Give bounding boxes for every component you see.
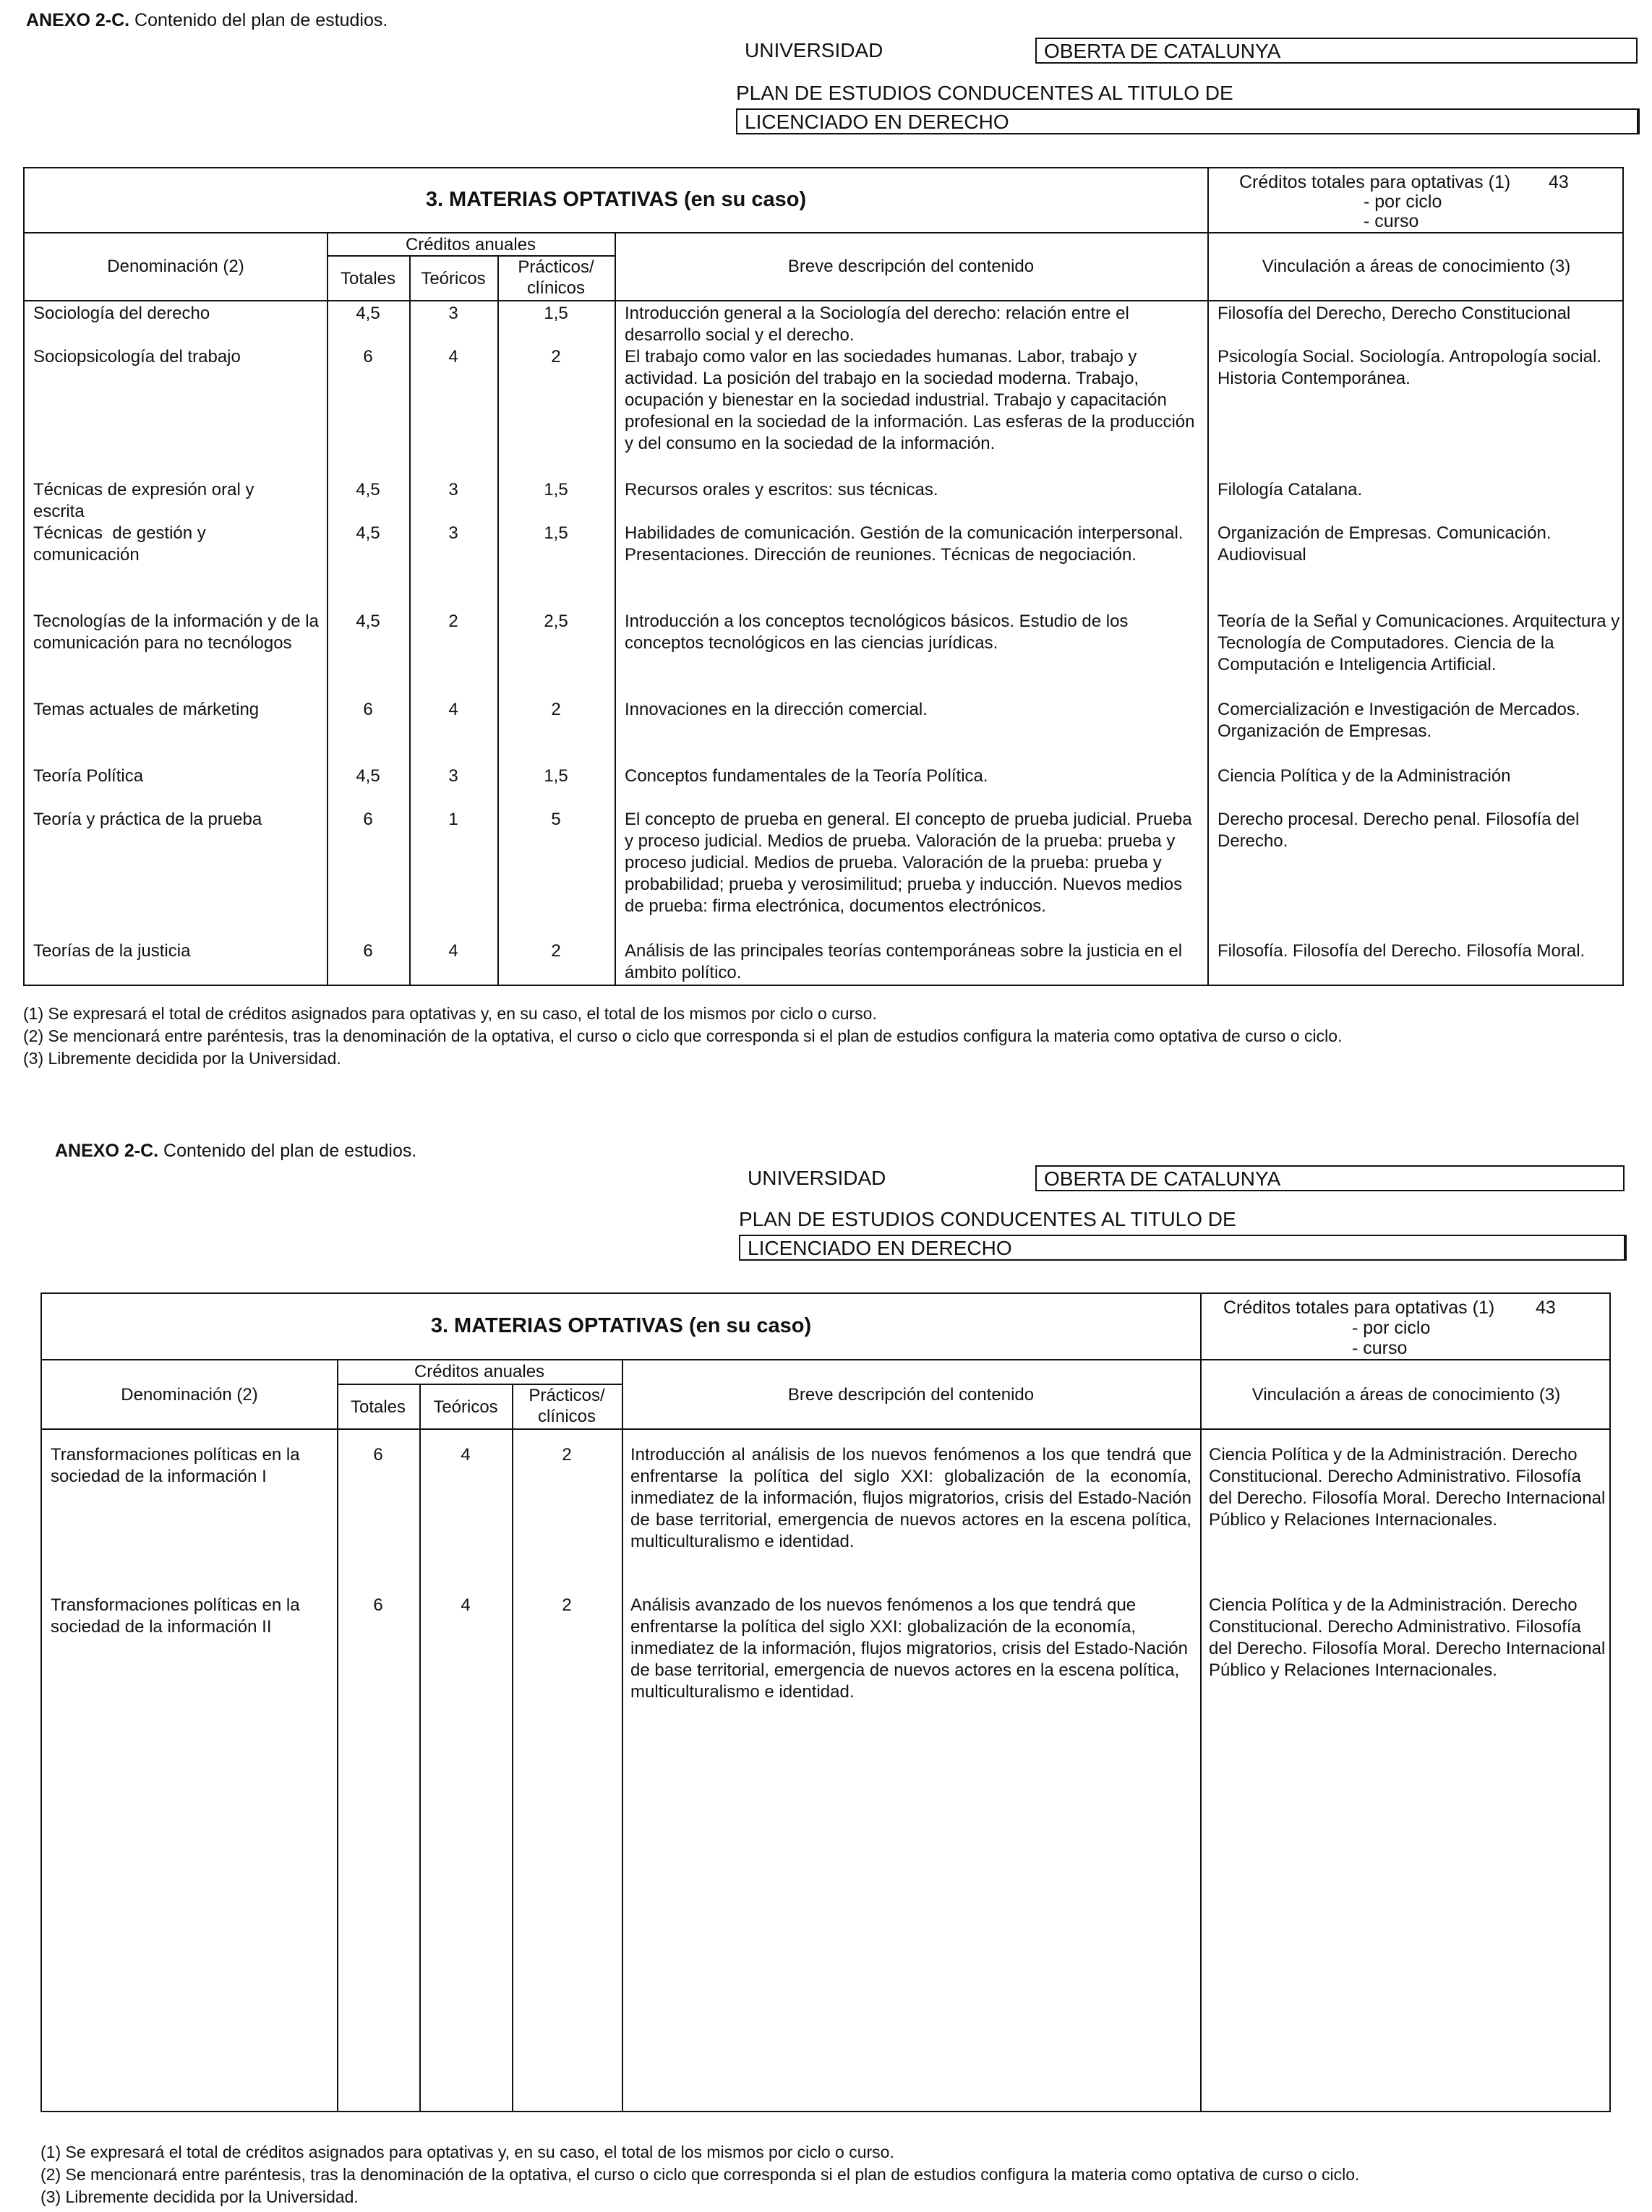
- footnotes-1: [23, 1003, 1342, 1070]
- degree-field: LICENCIADO EN DERECHO: [736, 108, 1640, 134]
- annex-heading: [55, 1141, 416, 1162]
- row-theory: 3: [448, 523, 458, 543]
- total-credits-label: Créditos totales para optativas (1): [1239, 172, 1511, 192]
- column-credits-group: Créditos anuales: [414, 1362, 545, 1381]
- row-name: Sociopsicología del trabajo: [33, 347, 241, 366]
- footnote-3: (3) Libremente decidida por la Universidad.: [40, 2187, 359, 2206]
- university-field: OBERTA DE CATALUNYA: [1035, 38, 1638, 64]
- row-areas: Psicología Social. Sociología. Antropología social. Historia Contemporánea.: [1217, 347, 1601, 388]
- row-total: 6: [373, 1595, 383, 1615]
- row-practice: 1,5: [544, 523, 568, 543]
- column-name: Denominación (2): [107, 257, 244, 276]
- row-description: Introducción general a la Sociología del derecho: relación entre el desarrollo social y el derecho.: [625, 304, 1129, 345]
- column-name: Denominación (2): [121, 1385, 258, 1405]
- row-total: 4,5: [356, 480, 380, 500]
- row-description: El concepto de prueba en general. El concepto de prueba judicial. Prueba y proceso judicial. Medios de prueba. Valoración de la prueba: prueba y proceso judicial. Medios de prueba. Valoración de la prueba: prueba y probabilidad; prueba y verosimilitud; prueba y inducción. Nuevos medios de prueba: firma electrónica, documentos electrónicos.: [625, 810, 1192, 916]
- row-areas: Filología Catalana.: [1217, 480, 1363, 500]
- per-cycle-label: - por ciclo: [1352, 1318, 1431, 1338]
- footnote-2: (2) Se mencionará entre paréntesis, tras la denominación de la optativa, el curso o ciclo que corresponda si el plan de estudios configura la materia como optativa de curso o ciclo.: [40, 2165, 1360, 2184]
- row-total: 4,5: [356, 766, 380, 786]
- total-credits-value: 43: [1549, 172, 1569, 192]
- total-credits-value: 43: [1536, 1298, 1556, 1318]
- column-practice-line2: clínicos: [537, 1407, 596, 1426]
- column-practice-line1: Prácticos/: [528, 1386, 605, 1405]
- row-practice: 2,5: [544, 612, 568, 631]
- row-areas: Comercialización e Investigación de Mercados. Organización de Empresas.: [1217, 700, 1580, 741]
- degree-field: LICENCIADO EN DERECHO: [739, 1235, 1627, 1261]
- row-theory: 1: [448, 810, 458, 829]
- plan-label: PLAN DE ESTUDIOS CONDUCENTES AL TITULO DE: [736, 82, 1233, 104]
- row-practice: 2: [562, 1445, 572, 1465]
- row-description: Análisis de las principales teorías contemporáneas sobre la justicia en el ámbito político.: [625, 941, 1183, 982]
- row-practice: 5: [551, 810, 561, 829]
- row-total: 4,5: [356, 523, 380, 543]
- row-name: Tecnologías de la información y de la comunicación para no tecnólogos: [33, 612, 319, 653]
- row-practice: 2: [562, 1595, 572, 1615]
- row-description: Análisis avanzado de los nuevos fenómenos a los que tendrá que enfrentarse la política del siglo XXI: globalización de la economía, inmediatez de la información, flujos migratorios, crisis del Estado-Nación de base territorial, emergencia de nuevos actores en la escena política, multiculturalismo e identidad.: [630, 1595, 1188, 1702]
- university-label: UNIVERSIDAD: [745, 39, 883, 61]
- row-description: Innovaciones en la dirección comercial.: [625, 700, 928, 719]
- row-theory: 4: [461, 1445, 471, 1465]
- row-description: Introducción al análisis de los nuevos fenómenos a los que tendrá que enfrentarse la política del siglo XXI: globalización de la economía, inmediatez de la información, flujos migratorios, crisis del Estado-Nación de base territorial, emergencia de nuevos actores en la escena política, multiculturalismo e identidad.: [630, 1445, 1191, 1551]
- column-practice-line2: clínicos: [526, 278, 586, 298]
- row-name: Sociología del derecho: [33, 304, 210, 323]
- row-theory: 3: [448, 766, 458, 786]
- row-description: Conceptos fundamentales de la Teoría Política.: [625, 766, 988, 786]
- annex-heading-text: Contenido del plan de estudios.: [134, 10, 388, 30]
- row-areas: Ciencia Política y de la Administración. Derecho Constitucional. Derecho Administrativo. Filosofía del Derecho. Filosofía Moral. Derecho Internacional Público y Relaciones Internacionales.: [1209, 1595, 1606, 1680]
- plan-label: PLAN DE ESTUDIOS CONDUCENTES AL TITULO DE: [739, 1208, 1236, 1230]
- row-total: 6: [363, 700, 373, 719]
- row-practice: 2: [551, 700, 561, 719]
- row-areas: Organización de Empresas. Comunicación. Audiovisual: [1217, 523, 1552, 565]
- university-label: UNIVERSIDAD: [748, 1167, 886, 1189]
- row-total: 6: [363, 810, 373, 829]
- table-title: 3. MATERIAS OPTATIVAS (en su caso): [425, 188, 807, 211]
- column-description: Breve descripción del contenido: [787, 257, 1035, 276]
- row-theory: 4: [461, 1595, 471, 1615]
- row-name: Teoría y práctica de la prueba: [33, 810, 262, 829]
- column-theory: Teóricos: [421, 269, 486, 288]
- row-practice: 1,5: [544, 304, 568, 323]
- row-areas: Filosofía del Derecho, Derecho Constitucional: [1217, 304, 1571, 323]
- row-total: 4,5: [356, 612, 380, 631]
- footnote-1: (1) Se expresará el total de créditos asignados para optativas y, en su caso, el total de los mismos por ciclo o curso.: [40, 2143, 894, 2161]
- row-total: 6: [373, 1445, 383, 1465]
- annex-heading: [26, 10, 388, 31]
- row-theory: 4: [448, 941, 458, 961]
- footnote-2: (2) Se mencionará entre paréntesis, tras la denominación de la optativa, el curso o ciclo que corresponda si el plan de estudios configura la materia como optativa de curso o ciclo.: [23, 1026, 1343, 1045]
- annex-heading-bold: ANEXO 2-C.: [55, 1141, 159, 1161]
- row-practice: 1,5: [544, 480, 568, 500]
- row-name: Transformaciones políticas en la sociedad de la información I: [51, 1445, 300, 1486]
- row-total: 6: [363, 941, 373, 961]
- column-description: Breve descripción del contenido: [787, 1385, 1035, 1405]
- row-name: Técnicas de expresión oral y escrita: [33, 480, 254, 521]
- row-theory: 2: [448, 612, 458, 631]
- row-theory: 4: [448, 347, 458, 366]
- column-total: Totales: [350, 1397, 406, 1417]
- row-name: Técnicas de gestión y comunicación: [33, 523, 211, 565]
- row-total: 4,5: [356, 304, 380, 323]
- annex-heading-bold: ANEXO 2-C.: [26, 10, 130, 30]
- row-name: Temas actuales de márketing: [33, 700, 260, 719]
- row-name: Transformaciones políticas en la sociedad de la información II: [51, 1595, 300, 1637]
- row-areas: Derecho procesal. Derecho penal. Filosofía del Derecho.: [1217, 810, 1580, 851]
- total-credits-label: Créditos totales para optativas (1): [1223, 1298, 1495, 1318]
- per-course-label: - curso: [1364, 211, 1419, 231]
- row-theory: 4: [448, 700, 458, 719]
- row-areas: Ciencia Política y de la Administración: [1217, 766, 1511, 786]
- row-description: Introducción a los conceptos tecnológicos básicos. Estudio de los conceptos tecnológicos en las ciencias jurídicas.: [625, 612, 1129, 653]
- row-description: Habilidades de comunicación. Gestión de la comunicación interpersonal. Presentaciones. Dirección de reuniones. Técnicas de negociación.: [625, 523, 1184, 565]
- university-field: OBERTA DE CATALUNYA: [1035, 1165, 1625, 1191]
- per-cycle-label: - por ciclo: [1364, 192, 1442, 212]
- column-theory: Teóricos: [433, 1397, 498, 1417]
- table-title: 3. MATERIAS OPTATIVAS (en su caso): [430, 1314, 812, 1337]
- footnotes-2: [40, 2141, 1359, 2208]
- column-practice: [497, 257, 615, 299]
- column-credits-group: Créditos anuales: [405, 235, 536, 254]
- row-description: El trabajo como valor en las sociedades humanas. Labor, trabajo y actividad. La posición del trabajo en la sociedad moderna. Trabajo, ocupación y bienestar en la sociedad industrial. Trabajo y capacitación profesional en la sociedad de la información. Las esferas de la producción y del consumo en la sociedad de la información.: [625, 347, 1195, 453]
- optional-subjects-table-1: [23, 167, 1624, 986]
- row-description: Recursos orales y escritos: sus técnicas.: [625, 480, 938, 500]
- row-name: Teoría Política: [33, 766, 144, 786]
- row-total: 6: [363, 347, 373, 366]
- column-practice-line1: Prácticos/: [518, 257, 594, 277]
- column-areas: Vinculación a áreas de conocimiento (3): [1251, 1385, 1561, 1405]
- row-practice: 2: [551, 347, 561, 366]
- row-areas: Ciencia Política y de la Administración. Derecho Constitucional. Derecho Administrativo. Filosofía del Derecho. Filosofía Moral. Derecho Internacional Público y Relaciones Internacionales.: [1209, 1445, 1606, 1530]
- per-course-label: - curso: [1352, 1338, 1408, 1358]
- row-theory: 3: [448, 480, 458, 500]
- footnote-3: (3) Libremente decidida por la Universidad.: [23, 1049, 341, 1068]
- row-practice: 1,5: [544, 766, 568, 786]
- row-name: Teorías de la justicia: [33, 941, 191, 961]
- annex-heading-text: Contenido del plan de estudios.: [163, 1141, 417, 1161]
- row-areas: Teoría de la Señal y Comunicaciones. Arquitectura y Tecnología de Computadores. Ciencia de la Computación e Inteligencia Artificial.: [1217, 612, 1620, 674]
- column-total: Totales: [340, 269, 396, 288]
- row-areas: Filosofía. Filosofía del Derecho. Filosofía Moral.: [1217, 941, 1585, 961]
- row-theory: 3: [448, 304, 458, 323]
- column-practice: [512, 1385, 622, 1427]
- footnote-1: (1) Se expresará el total de créditos asignados para optativas y, en su caso, el total de los mismos por ciclo o curso.: [23, 1004, 877, 1023]
- column-areas: Vinculación a áreas de conocimiento (3): [1262, 257, 1571, 276]
- row-practice: 2: [551, 941, 561, 961]
- optional-subjects-table-2: [40, 1293, 1611, 2112]
